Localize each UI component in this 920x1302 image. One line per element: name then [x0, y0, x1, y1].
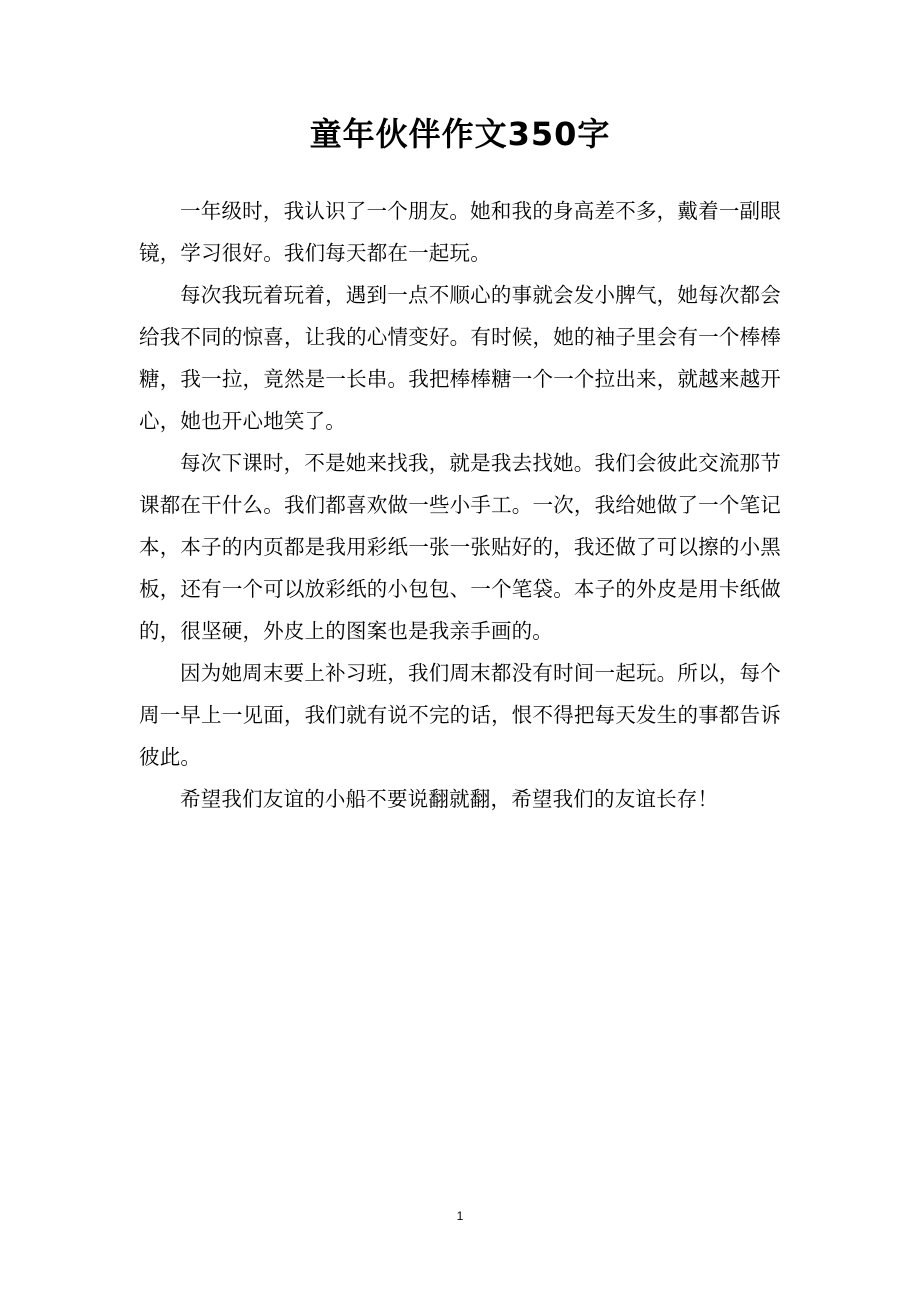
paragraph-3: 每次下课时，不是她来找我，就是我去找她。我们会彼此交流那节课都在干什么。我们都喜欢做一些小手工。一次，我给她做了一个笔记本，本子的内页都是我用彩纸一张一张贴好的，我还做了可以擦的小黑板，还有一个可以放彩纸的小包包、一个笔袋。本子的外皮是用卡纸做的，很坚硬，外皮上的图案也是我亲手画的。 — [139, 451, 781, 643]
paragraph-5: 希望我们友谊的小船不要说翻就翻，希望我们的友谊长存！ — [180, 787, 719, 811]
paragraph-4: 因为她周末要上补习班，我们周末都没有时间一起玩。所以，每个周一早上一见面，我们就有说不完的话，恨不得把每天发生的事都告诉彼此。 — [139, 661, 781, 769]
paragraph-2: 每次我玩着玩着，遇到一点不顺心的事就会发小脾气，她每次都会给我不同的惊喜，让我的心情变好。有时候，她的袖子里会有一个棒棒糖，我一拉，竟然是一长串。我把棒棒糖一个一个拉出来，就越来越开心，她也开心地笑了。 — [139, 283, 781, 433]
document-body — [139, 190, 781, 820]
document-title: 童年伙伴作文350字 — [309, 115, 611, 153]
paragraph-1: 一年级时，我认识了一个朋友。她和我的身高差不多，戴着一副眼镜，学习很好。我们每天都在一起玩。 — [139, 199, 781, 265]
page-number: 1 — [456, 1209, 464, 1223]
